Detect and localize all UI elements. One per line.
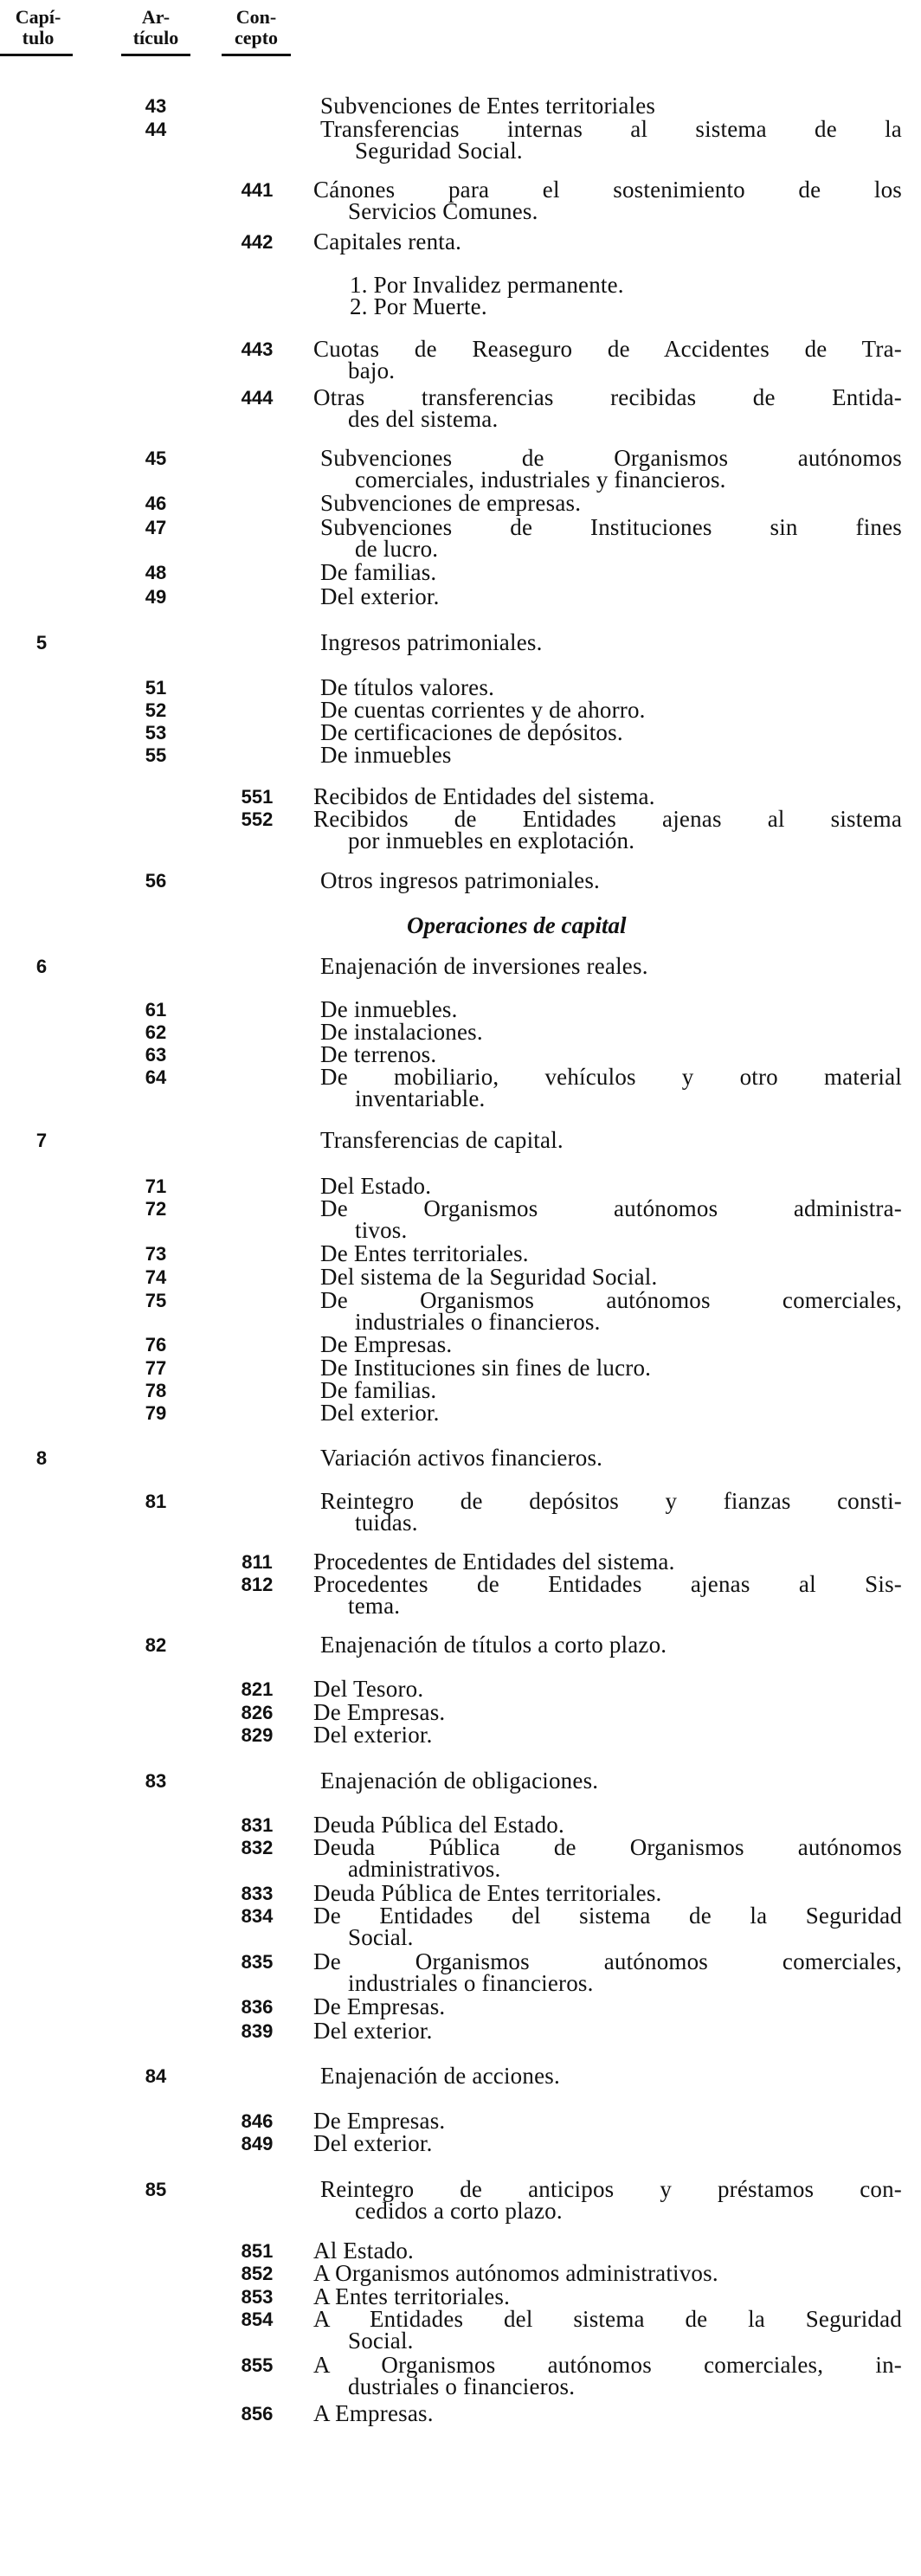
description-line: Procedentes de Entidades del sistema. <box>313 1549 675 1575</box>
item-description <box>320 1447 902 1469</box>
item-description <box>313 1678 902 1700</box>
item-description <box>313 1993 902 2019</box>
description-line: tema. <box>348 1593 401 1619</box>
item-description <box>313 1905 902 1948</box>
header-capitulo-line2: tulo <box>22 27 55 48</box>
description-line: Capitales renta. <box>313 229 462 254</box>
item-description <box>313 1834 902 1882</box>
item-description <box>320 490 902 516</box>
articulo-code: 52 <box>145 699 167 721</box>
item-description <box>320 274 902 318</box>
articulo-code: 83 <box>145 1770 167 1792</box>
description-line: tuidas. <box>355 1510 418 1536</box>
item-description <box>320 1127 902 1153</box>
item-description <box>313 2400 902 2426</box>
articulo-code: 47 <box>145 517 167 538</box>
header-capitulo-line1: Capí- <box>15 6 61 28</box>
item-description <box>320 719 902 745</box>
description-line: Cánones para el sostenimiento de los <box>313 177 902 203</box>
header-concepto <box>222 7 291 48</box>
articulo-code: 48 <box>145 562 167 583</box>
item-description <box>313 2283 902 2309</box>
item-description <box>313 1551 902 1573</box>
item-description <box>313 2354 902 2398</box>
description-line: Del Tesoro. <box>313 1676 424 1702</box>
description-line: De instalaciones. <box>320 1019 483 1045</box>
item-description <box>313 2306 902 2354</box>
capitulo-code: 8 <box>35 1447 48 1469</box>
description-line: De mobiliario, vehículos y otro material <box>320 1064 902 1090</box>
item-description <box>320 116 902 164</box>
capitulo-code: 5 <box>35 632 48 654</box>
articulo-code: 77 <box>145 1357 167 1379</box>
description-line: Del exterior. <box>320 1400 440 1426</box>
description-line: cedidos a corto plazo. <box>355 2198 563 2224</box>
description-line: Del sistema de la Seguridad Social. <box>320 1264 658 1290</box>
item-description <box>313 338 902 382</box>
header-capitulo <box>7 7 69 48</box>
description-line: Transferencias internas al sistema de la <box>320 116 902 142</box>
articulo-code: 84 <box>145 2065 167 2087</box>
section-heading: Operaciones de capital <box>407 912 627 938</box>
description-line: A Entes territoriales. <box>313 2283 511 2309</box>
concepto-code: 811 <box>242 1551 273 1573</box>
articulo-code: 71 <box>145 1175 167 1197</box>
item-description <box>313 231 902 253</box>
description-line: Subvenciones de Entes territoriales <box>320 93 656 119</box>
description-line: Deuda Pública del Estado. <box>313 1812 564 1838</box>
item-description <box>313 1571 902 1619</box>
description-line: A Empresas. <box>313 2400 434 2426</box>
description-line: Deuda Pública de Organismos autónomos <box>313 1834 902 1860</box>
item-description <box>320 1634 902 1656</box>
concepto-code: 839 <box>241 2020 274 2042</box>
articulo-code: 62 <box>145 1021 167 1043</box>
description-line: De certificaciones de depósitos. <box>320 719 623 745</box>
item-description <box>320 95 902 117</box>
description-line: Procedentes de Entidades ajenas al Sis- <box>313 1571 902 1597</box>
articulo-code: 49 <box>145 586 167 608</box>
item-description <box>313 2110 902 2132</box>
capitulo-code: 7 <box>35 1130 48 1151</box>
item-description <box>313 384 902 432</box>
item-description <box>313 1880 902 1906</box>
item-description <box>313 1724 902 1746</box>
description-line: De Entidades del sistema de la Seguridad <box>313 1903 902 1929</box>
item-description <box>320 1402 902 1424</box>
description-line: De Organismos autónomos administra- <box>320 1195 902 1221</box>
concepto-code: 851 <box>241 2240 274 2262</box>
item-description <box>313 2130 902 2156</box>
description-line: Del exterior. <box>313 2130 433 2156</box>
header-rule-articulo <box>121 54 190 56</box>
description-line: De títulos valores. <box>320 674 495 700</box>
item-description <box>320 2065 902 2087</box>
description-line: Del exterior. <box>313 1722 433 1748</box>
description-line: De cuentas corrientes y de ahorro. <box>320 697 646 723</box>
item-description <box>320 1488 902 1536</box>
articulo-code: 73 <box>145 1243 167 1265</box>
header-articulo <box>121 7 190 48</box>
header-rule-capitulo <box>0 54 73 56</box>
item-description <box>320 867 902 893</box>
item-description <box>320 953 902 979</box>
articulo-code: 64 <box>145 1066 167 1088</box>
description-line: administrativos. <box>348 1856 501 1882</box>
articulo-code: 45 <box>145 448 167 469</box>
item-description <box>320 1240 902 1266</box>
item-description <box>320 1195 902 1243</box>
description-line: Recibidos de Entidades ajenas al sistema <box>313 806 902 832</box>
concepto-code: 834 <box>241 1905 274 1927</box>
articulo-code: 44 <box>145 119 167 140</box>
description-line: Del Estado. <box>320 1173 432 1199</box>
item-description <box>313 2240 902 2262</box>
concepto-code: 551 <box>241 786 274 808</box>
description-line: Social. <box>348 2328 414 2354</box>
articulo-code: 46 <box>145 493 167 514</box>
concepto-code: 852 <box>241 2263 274 2284</box>
description-line: Reintegro de depósitos y fianzas consti- <box>320 1488 902 1514</box>
description-line: Reintegro de anticipos y préstamos con- <box>320 2176 902 2202</box>
description-line: bajo. <box>348 357 396 383</box>
concepto-code: 831 <box>241 1814 274 1836</box>
description-line: A Entidades del sistema de la Seguridad <box>313 2306 902 2332</box>
articulo-code: 81 <box>145 1491 167 1512</box>
concepto-code: 835 <box>241 1951 274 1973</box>
description-line: comerciales, industriales y financieros. <box>355 467 726 493</box>
item-description <box>320 1021 902 1043</box>
description-line: Recibidos de Entidades del sistema. <box>313 783 655 809</box>
description-line: Seguridad Social. <box>355 138 523 164</box>
concepto-code: 821 <box>241 1678 274 1700</box>
description-line: De inmuebles <box>320 742 452 768</box>
concepto-code: 853 <box>241 2286 274 2308</box>
description-line: Servicios Comunes. <box>348 198 538 224</box>
description-line: inventariable. <box>355 1085 486 1111</box>
description-line: Ingresos patrimoniales. <box>320 629 543 655</box>
description-line: Del exterior. <box>320 583 440 609</box>
articulo-code: 61 <box>145 999 167 1021</box>
description-line: A Organismos autónomos administrativos. <box>313 2260 718 2286</box>
item-description <box>320 583 902 609</box>
description-line: Otras transferencias recibidas de Entida- <box>313 384 902 410</box>
description-line: de lucro. <box>355 536 439 562</box>
articulo-code: 53 <box>145 722 167 744</box>
item-description <box>313 1948 902 1996</box>
articulo-code: 55 <box>145 744 167 766</box>
header-concepto-line1: Con- <box>235 6 277 28</box>
description-line: Cuotas de Reaseguro de Accidentes de Tra- <box>313 336 902 362</box>
description-line: De familias. <box>320 559 437 585</box>
concepto-code: 441 <box>241 179 274 201</box>
item-description <box>320 996 902 1022</box>
description-line: Variación activos financieros. <box>320 1445 603 1471</box>
description-line: A Organismos autónomos comerciales, in- <box>313 2352 902 2378</box>
description-line: Enajenación de inversiones reales. <box>320 953 648 979</box>
item-description <box>313 808 902 852</box>
description-line: Social. <box>348 1924 414 1950</box>
description-line: Transferencias de capital. <box>320 1127 564 1153</box>
description-line: De Empresas. <box>320 1331 453 1357</box>
articulo-code: 63 <box>145 1044 167 1066</box>
item-description <box>320 1175 902 1197</box>
articulo-code: 51 <box>145 677 167 699</box>
header-rule-concepto <box>222 54 291 56</box>
articulo-code: 76 <box>145 1334 167 1356</box>
description-line: De Entes territoriales. <box>320 1240 529 1266</box>
item-description <box>320 445 902 493</box>
item-description <box>320 674 902 700</box>
concepto-code: 856 <box>241 2403 274 2425</box>
description-line: De Empresas. <box>313 1699 446 1725</box>
description-line: De Organismos autónomos comerciales, <box>313 1948 902 1974</box>
articulo-code: 74 <box>145 1266 167 1288</box>
item-description <box>320 1287 902 1335</box>
item-description <box>320 514 902 562</box>
description-line: Al Estado. <box>313 2238 414 2264</box>
item-description <box>313 1814 902 1836</box>
description-line: De inmuebles. <box>320 996 458 1022</box>
item-description <box>320 2176 902 2224</box>
articulo-code: 72 <box>145 1198 167 1220</box>
item-description <box>320 559 902 585</box>
concepto-code: 833 <box>241 1883 274 1904</box>
concepto-code: 832 <box>241 1837 274 1858</box>
header-articulo-line2: tículo <box>132 27 179 48</box>
item-description <box>320 1066 902 1110</box>
item-description <box>313 2020 902 2042</box>
description-line: Subvenciones de Instituciones sin fines <box>320 514 902 540</box>
concepto-code: 854 <box>241 2309 274 2330</box>
description-line: Enajenación de obligaciones. <box>320 1768 599 1794</box>
item-description <box>320 1266 902 1288</box>
description-line: Del exterior. <box>313 2018 433 2044</box>
description-line: por inmuebles en explotación. <box>348 828 635 853</box>
concepto-code: 829 <box>241 1724 274 1746</box>
articulo-code: 43 <box>145 95 167 117</box>
description-line: De Empresas. <box>313 1993 446 2019</box>
concepto-code: 444 <box>241 387 274 409</box>
concepto-code: 442 <box>241 231 274 253</box>
description-line: industriales o financieros. <box>355 1309 601 1335</box>
articulo-code: 79 <box>145 1402 167 1424</box>
item-description <box>320 629 902 655</box>
description-line: Otros ingresos patrimoniales. <box>320 867 600 893</box>
item-description <box>320 1041 902 1067</box>
capitulo-code: 6 <box>35 956 48 977</box>
description-line: De Organismos autónomos comerciales, <box>320 1287 902 1313</box>
articulo-code: 56 <box>145 870 167 892</box>
concepto-code: 836 <box>241 1996 274 2018</box>
concepto-code: 443 <box>241 338 274 360</box>
articulo-code: 75 <box>145 1290 167 1311</box>
item-description <box>313 179 902 222</box>
description-line: des del sistema. <box>348 406 499 432</box>
description-line: Enajenación de acciones. <box>320 2063 560 2089</box>
description-line: tivos. <box>355 1217 408 1243</box>
description-line: Enajenación de títulos a corto plazo. <box>320 1632 667 1658</box>
description-line: Deuda Pública de Entes territoriales. <box>313 1880 662 1906</box>
item-description <box>320 1770 902 1792</box>
concepto-code: 849 <box>241 2133 274 2154</box>
concepto-code: 855 <box>241 2354 274 2376</box>
concepto-code: 826 <box>241 1702 274 1723</box>
item-description <box>320 1331 902 1357</box>
item-description <box>313 2260 902 2286</box>
description-line: Subvenciones de empresas. <box>320 490 582 516</box>
articulo-code: 85 <box>145 2179 167 2200</box>
concepto-code: 846 <box>241 2110 274 2132</box>
item-description <box>320 744 902 766</box>
concepto-code: 552 <box>241 808 274 830</box>
description-line: De familias. <box>320 1377 437 1403</box>
item-description <box>320 1377 902 1403</box>
item-description <box>313 783 902 809</box>
description-line: Subvenciones de Organismos autónomos <box>320 445 902 471</box>
description-line: industriales o financieros. <box>348 1970 594 1996</box>
articulo-code: 82 <box>145 1634 167 1656</box>
concepto-code: 812 <box>241 1574 274 1595</box>
description-line: 2. Por Muerte. <box>350 293 487 319</box>
description-line: 1. Por Invalidez permanente. <box>350 272 624 298</box>
header-concepto-line2: cepto <box>234 27 279 48</box>
description-line: De Empresas. <box>313 2108 446 2134</box>
articulo-code: 78 <box>145 1380 167 1401</box>
item-description <box>320 699 902 721</box>
item-description <box>313 1699 902 1725</box>
item-description <box>320 1357 902 1379</box>
description-line: De terrenos. <box>320 1041 437 1067</box>
description-line: dustriales o financieros. <box>348 2373 576 2399</box>
description-line: De Instituciones sin fines de lucro. <box>320 1355 652 1381</box>
header-articulo-line1: Ar- <box>141 6 171 28</box>
